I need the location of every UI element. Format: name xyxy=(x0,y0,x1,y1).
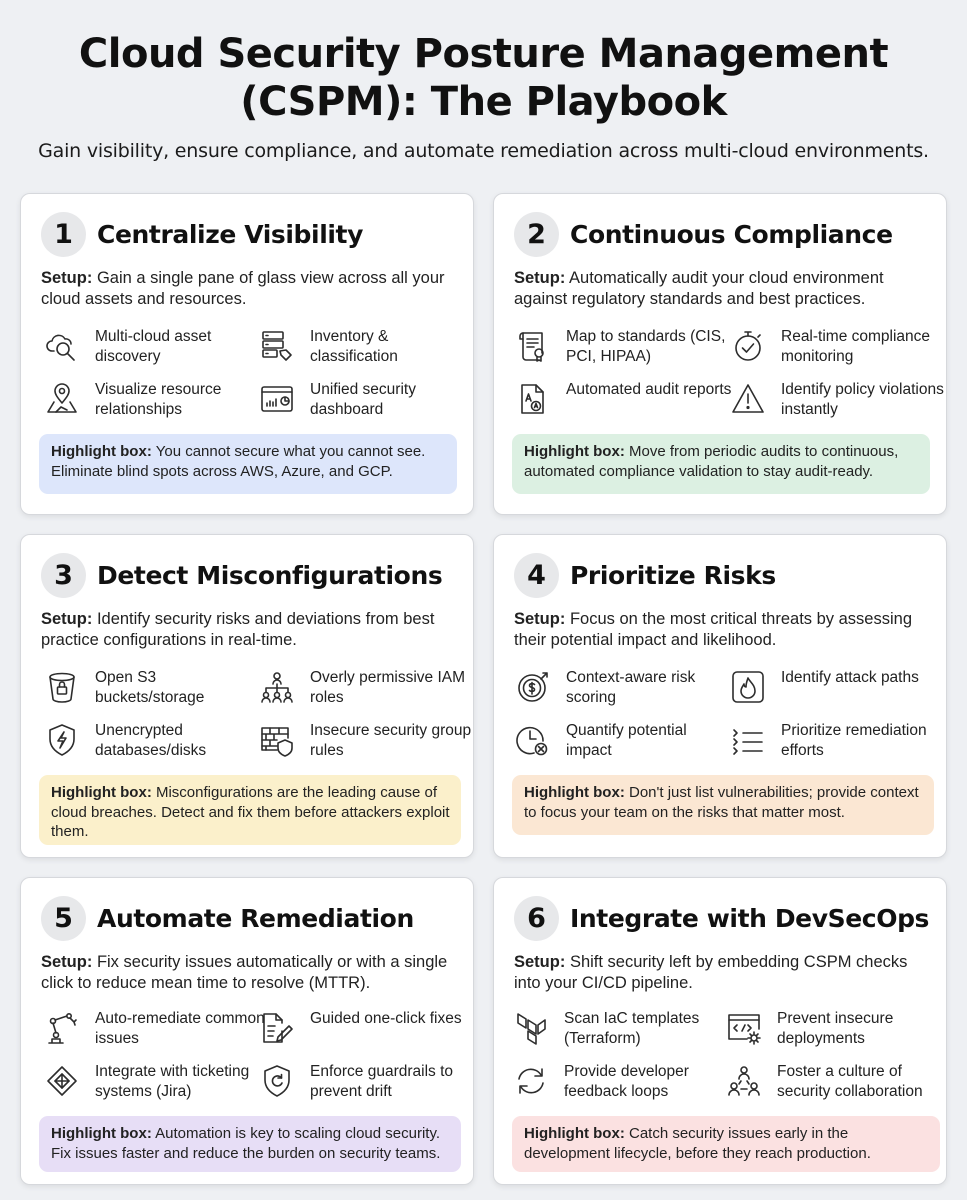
page-subtitle: Gain visibility, ensure compliance, and automate remediation across multi-cloud environments. xyxy=(38,140,929,162)
feature-text: Identify attack paths xyxy=(781,669,919,686)
highlight-text: Catch security issues early in the development lifecycle, before they reach production. xyxy=(524,1125,871,1162)
feature-text: Integrate with ticketing systems (Jira) xyxy=(95,1063,250,1100)
feature-item xyxy=(516,380,732,424)
step-number: 4 xyxy=(514,553,559,598)
org-hierarchy-icon xyxy=(260,670,294,704)
highlight-box xyxy=(512,1116,940,1172)
bucket-lock-icon xyxy=(45,670,79,704)
target-dollar-icon xyxy=(516,670,550,704)
setup-label: Setup: xyxy=(514,269,566,287)
card-detect-misconfigurations xyxy=(20,534,474,858)
setup-label: Setup: xyxy=(41,610,93,628)
setup-body: Fix security issues automatically or with a single click to reduce mean time to resolve (MTTR). xyxy=(41,953,448,992)
feature-item xyxy=(260,1062,470,1106)
setup-label: Setup: xyxy=(514,610,566,628)
feature-text: Context-aware risk scoring xyxy=(566,669,696,706)
feature-item xyxy=(45,668,255,712)
feature-text: Identify policy violations instantly xyxy=(781,381,944,418)
feature-item xyxy=(727,1062,937,1106)
feature-item xyxy=(731,327,941,371)
feature-text: Automated audit reports xyxy=(566,381,732,398)
feature-text: Real-time compliance monitoring xyxy=(781,328,931,365)
feature-item xyxy=(45,380,255,424)
setup-body: Focus on the most critical threats by assessing their potential impact and likelihood. xyxy=(514,610,912,649)
title-line-1: Cloud Security Posture Management xyxy=(78,31,889,77)
step-number: 3 xyxy=(41,553,86,598)
highlight-box xyxy=(39,775,461,845)
highlight-label: Highlight box: xyxy=(524,443,625,460)
feature-text: Prioritize remediation efforts xyxy=(781,722,927,759)
setup-label: Setup: xyxy=(514,953,566,971)
feature-item xyxy=(516,668,726,712)
card-centralize-visibility xyxy=(20,193,474,515)
setup-text xyxy=(41,952,461,994)
highlight-label: Highlight box: xyxy=(524,784,625,801)
feature-text: Unified security dashboard xyxy=(310,381,416,418)
feature-text: Foster a culture of security collaboration xyxy=(777,1063,923,1100)
card-title: Centralize Visibility xyxy=(97,220,363,249)
shield-bolt-icon xyxy=(45,723,79,757)
feature-text: Auto-remediate common issues xyxy=(95,1010,265,1047)
feature-text: Overly permissive IAM roles xyxy=(310,669,466,706)
document-edit-icon xyxy=(260,1011,294,1045)
feature-text: Quantify potential impact xyxy=(566,722,687,759)
highlight-text: You cannot secure what you cannot see. Eliminate blind spots across AWS, Azure, and GCP. xyxy=(51,443,426,480)
feature-item xyxy=(731,721,941,765)
feature-text: Guided one-click fixes xyxy=(310,1010,462,1027)
card-title: Detect Misconfigurations xyxy=(97,561,443,590)
robot-arm-icon xyxy=(45,1011,79,1045)
card-integrate-devsecops xyxy=(493,877,947,1185)
feature-item xyxy=(260,1009,470,1053)
setup-body: Identify security risks and deviations from best practice configurations in real-time. xyxy=(41,610,435,649)
feature-text: Enforce guardrails to prevent drift xyxy=(310,1063,454,1100)
feature-text: Visualize resource relationships xyxy=(95,381,222,418)
card-title: Integrate with DevSecOps xyxy=(570,904,930,933)
feature-item xyxy=(260,721,470,765)
step-number: 6 xyxy=(514,896,559,941)
feature-item xyxy=(731,668,941,712)
highlight-label: Highlight box: xyxy=(51,443,152,460)
card-title: Continuous Compliance xyxy=(570,220,893,249)
feature-item xyxy=(45,721,255,765)
setup-text xyxy=(41,609,461,651)
card-title: Prioritize Risks xyxy=(570,561,776,590)
feature-text: Scan IaC templates (Terraform) xyxy=(564,1010,700,1047)
card-title: Automate Remediation xyxy=(97,904,414,933)
team-collaboration-icon xyxy=(727,1064,761,1098)
setup-text xyxy=(41,268,461,310)
setup-body: Automatically audit your cloud environment against regulatory standards and best practices. xyxy=(514,269,884,308)
card-prioritize-risks xyxy=(493,534,947,858)
fire-alert-icon xyxy=(731,670,765,704)
certificate-scroll-icon xyxy=(516,329,550,363)
feature-item xyxy=(45,1062,255,1106)
title-line-2: (CSPM): The Playbook xyxy=(240,79,727,125)
feature-text: Open S3 buckets/storage xyxy=(95,669,205,706)
terraform-icon xyxy=(514,1011,548,1045)
firewall-shield-icon xyxy=(260,723,294,757)
feature-item xyxy=(260,380,470,424)
priority-list-icon xyxy=(731,723,765,757)
feature-item xyxy=(260,668,470,712)
highlight-text: Move from periodic audits to continuous, automated compliance validation to stay audit-ready. xyxy=(524,443,899,480)
highlight-label: Highlight box: xyxy=(51,1125,152,1142)
setup-text xyxy=(514,268,934,310)
feature-text: Unencrypted databases/disks xyxy=(95,722,207,759)
ticket-integration-icon xyxy=(45,1064,79,1098)
setup-body: Gain a single pane of glass view across all your cloud assets and resources. xyxy=(41,269,445,308)
shield-refresh-icon xyxy=(260,1064,294,1098)
server-tag-icon xyxy=(260,329,294,363)
feature-item xyxy=(731,380,944,424)
feature-item xyxy=(45,327,255,371)
highlight-box xyxy=(512,434,930,494)
feature-item xyxy=(514,1062,724,1106)
highlight-text: Don't just list vulnerabilities; provide context to focus your team on the risks that matter most. xyxy=(524,784,919,821)
highlight-text: Misconfigurations are the leading cause of cloud breaches. Detect and fix them before attackers exploit them. xyxy=(51,784,450,840)
card-continuous-compliance xyxy=(493,193,947,515)
highlight-label: Highlight box: xyxy=(51,784,152,801)
highlight-label: Highlight box: xyxy=(524,1125,625,1142)
feature-text: Multi-cloud asset discovery xyxy=(95,328,212,365)
stopwatch-check-icon xyxy=(731,329,765,363)
page-title xyxy=(0,30,967,126)
feature-item xyxy=(260,327,470,371)
feature-text: Provide developer feedback loops xyxy=(564,1063,689,1100)
feature-item xyxy=(45,1009,265,1053)
code-gear-icon xyxy=(727,1011,761,1045)
step-number: 2 xyxy=(514,212,559,257)
step-number: 1 xyxy=(41,212,86,257)
clock-x-icon xyxy=(516,723,550,757)
highlight-box xyxy=(39,434,457,494)
highlight-box xyxy=(512,775,934,835)
highlight-box xyxy=(39,1116,461,1172)
feedback-loop-icon xyxy=(514,1064,548,1098)
setup-text xyxy=(514,952,934,994)
dashboard-icon xyxy=(260,382,294,416)
setup-label: Setup: xyxy=(41,953,93,971)
feature-text: Map to standards (CIS, PCI, HIPAA) xyxy=(566,328,726,365)
feature-item xyxy=(516,721,726,765)
feature-text: Prevent insecure deployments xyxy=(777,1010,894,1047)
feature-text: Insecure security group rules xyxy=(310,722,472,759)
card-automate-remediation xyxy=(20,877,474,1185)
feature-text: Inventory & classification xyxy=(310,328,398,365)
step-number: 5 xyxy=(41,896,86,941)
warning-triangle-icon xyxy=(731,382,765,416)
feature-item xyxy=(514,1009,724,1053)
feature-item xyxy=(516,327,726,371)
map-pin-icon xyxy=(45,382,79,416)
audit-report-icon xyxy=(516,382,550,416)
cloud-search-icon xyxy=(45,329,79,363)
feature-item xyxy=(727,1009,937,1053)
setup-body: Shift security left by embedding CSPM checks into your CI/CD pipeline. xyxy=(514,953,908,992)
setup-text xyxy=(514,609,934,651)
highlight-text: Automation is key to scaling cloud security. Fix issues faster and reduce the burden on security teams. xyxy=(51,1125,441,1162)
setup-label: Setup: xyxy=(41,269,93,287)
